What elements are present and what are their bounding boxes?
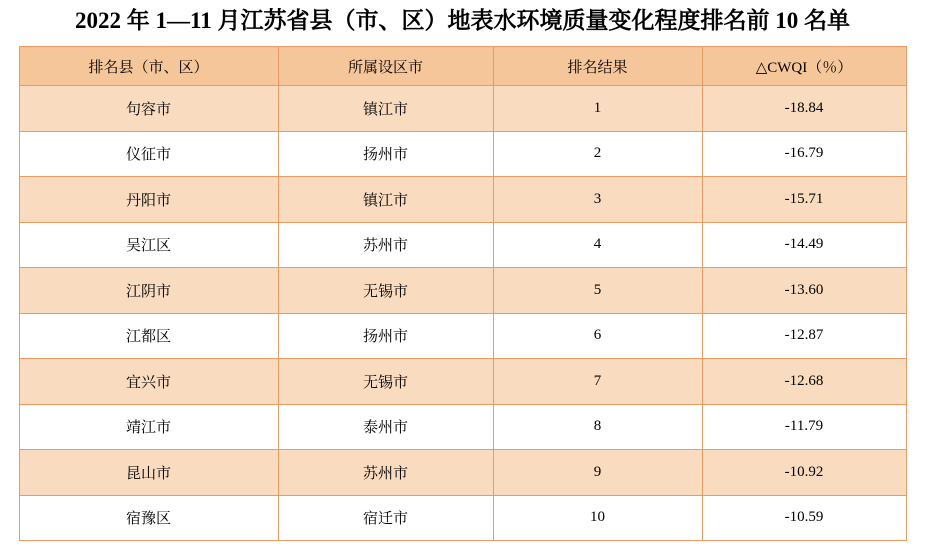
- cell-city: 镇江市: [278, 177, 493, 223]
- cell-city: 苏州市: [278, 450, 493, 496]
- cell-city: 无锡市: [278, 268, 493, 314]
- cell-rank: 9: [493, 450, 702, 496]
- cell-delta-cwqi: -10.59: [702, 495, 906, 541]
- cell-rank: 5: [493, 268, 702, 314]
- cell-delta-cwqi: -12.68: [702, 359, 906, 405]
- table-row: [19, 222, 906, 268]
- surface-water-ranking-table: [19, 46, 907, 541]
- cell-delta-cwqi: -10.92: [702, 450, 906, 496]
- column-header-city: 所属设区市: [278, 47, 493, 86]
- cell-county: 宿豫区: [19, 495, 278, 541]
- cell-county: 靖江市: [19, 404, 278, 450]
- cell-rank: 3: [493, 177, 702, 223]
- cell-city: 泰州市: [278, 404, 493, 450]
- cell-rank: 8: [493, 404, 702, 450]
- cell-delta-cwqi: -12.87: [702, 313, 906, 359]
- column-header-rank: 排名结果: [493, 47, 702, 86]
- cell-county: 仪征市: [19, 131, 278, 177]
- cell-city: 宿迁市: [278, 495, 493, 541]
- table-row: [19, 177, 906, 223]
- column-header-delta-cwqi: △CWQI（％）: [702, 47, 906, 86]
- table-row: [19, 404, 906, 450]
- page-title: 2022 年 1—11 月江苏省县（市、区）地表水环境质量变化程度排名前 10 名单: [75, 8, 850, 33]
- cell-city: 扬州市: [278, 131, 493, 177]
- cell-delta-cwqi: -14.49: [702, 222, 906, 268]
- cell-delta-cwqi: -18.84: [702, 86, 906, 132]
- column-header-county: 排名县（市、区）: [19, 47, 278, 86]
- cell-rank: 1: [493, 86, 702, 132]
- cell-city: 苏州市: [278, 222, 493, 268]
- cell-county: 吴江区: [19, 222, 278, 268]
- cell-county: 丹阳市: [19, 177, 278, 223]
- table-row: [19, 268, 906, 314]
- table-row: [19, 359, 906, 405]
- cell-city: 扬州市: [278, 313, 493, 359]
- cell-city: 镇江市: [278, 86, 493, 132]
- cell-rank: 7: [493, 359, 702, 405]
- cell-city: 无锡市: [278, 359, 493, 405]
- table-row: [19, 313, 906, 359]
- table-row: [19, 450, 906, 496]
- table-row: [19, 131, 906, 177]
- cell-delta-cwqi: -13.60: [702, 268, 906, 314]
- cell-delta-cwqi: -15.71: [702, 177, 906, 223]
- cell-rank: 6: [493, 313, 702, 359]
- cell-county: 宜兴市: [19, 359, 278, 405]
- cell-rank: 4: [493, 222, 702, 268]
- cell-rank: 10: [493, 495, 702, 541]
- cell-delta-cwqi: -11.79: [702, 404, 906, 450]
- cell-rank: 2: [493, 131, 702, 177]
- cell-county: 句容市: [19, 86, 278, 132]
- table-row: [19, 495, 906, 541]
- cell-county: 昆山市: [19, 450, 278, 496]
- table-row: [19, 86, 906, 132]
- table-header-row: [19, 47, 906, 86]
- cell-county: 江都区: [19, 313, 278, 359]
- cell-county: 江阴市: [19, 268, 278, 314]
- cell-delta-cwqi: -16.79: [702, 131, 906, 177]
